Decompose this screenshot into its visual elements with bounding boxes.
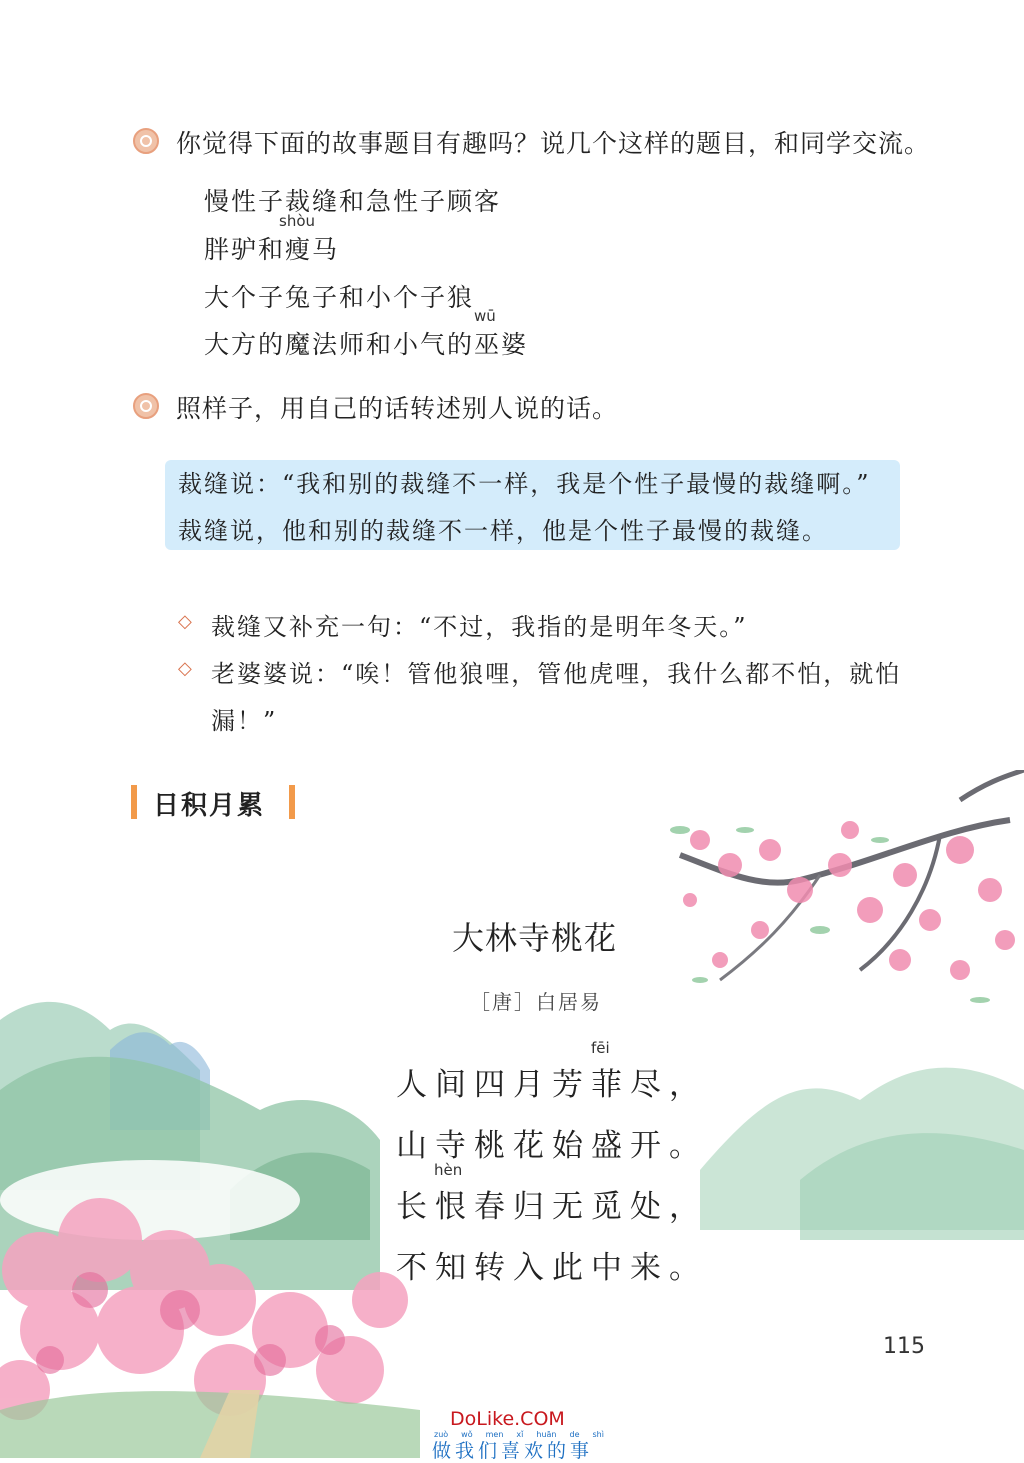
exercise-prompt-1: 你觉得下面的故事题目有趣吗？说几个这样的题目，和同学交流。 xyxy=(176,129,931,158)
practice-sentence-2-cont: 漏！” xyxy=(211,707,278,735)
example-line-1: 裁缝说：“我和别的裁缝不一样，我是个性子最慢的裁缝啊。” xyxy=(178,470,871,498)
practice-sentence-2: 老婆婆说：“唉！管他狼哩，管他虎哩，我什么都不怕，就怕 xyxy=(211,660,902,688)
exercise-bullet-icon xyxy=(133,128,159,154)
example-line-2: 裁缝说，他和别的裁缝不一样，他是个性子最慢的裁缝。 xyxy=(178,517,828,545)
watermark-logo: DoLike.COM xyxy=(450,1408,565,1430)
practice-sentence-1: 裁缝又补充一句：“不过，我指的是明年冬天。” xyxy=(211,613,748,641)
pinyin-annotation: shòu xyxy=(279,212,316,230)
watermark-pinyin: xǐ xyxy=(516,1430,524,1439)
exercise-bullet-icon xyxy=(133,393,159,419)
poem-line-3: 长恨春归无觅处， xyxy=(396,1189,708,1225)
poem-author: ［唐］白居易 xyxy=(470,990,602,1014)
story-title-1: 慢性子裁缝和急性子顾客 xyxy=(204,187,502,216)
diamond-bullet-icon: ◇ xyxy=(178,658,192,679)
story-title-4: 大方的魔法师和小气的巫婆 xyxy=(204,330,529,359)
poem-line-2: 山寺桃花始盛开。 xyxy=(396,1128,708,1164)
poem-title: 大林寺桃花 xyxy=(452,919,618,957)
watermark-pinyin: men xyxy=(485,1430,504,1439)
story-title-2: 胖驴和瘦马 xyxy=(204,235,340,264)
watermark-pinyin: wǒ xyxy=(461,1430,473,1439)
watermark-subtitle: 做我们喜欢的事 xyxy=(432,1440,594,1462)
watermark-pinyin: shì xyxy=(592,1430,604,1439)
watermark-pinyin: de xyxy=(569,1430,580,1439)
watermark-pinyin: huān xyxy=(536,1430,557,1439)
pinyin-annotation: fēi xyxy=(591,1039,610,1057)
peach-blossom-illustration xyxy=(0,770,1024,1458)
page-number: 115 xyxy=(883,1334,925,1359)
pinyin-annotation: hèn xyxy=(434,1161,463,1179)
diamond-bullet-icon: ◇ xyxy=(178,611,192,632)
poem-line-1: 人间四月芳菲尽， xyxy=(396,1067,708,1103)
pinyin-annotation: wū xyxy=(474,307,496,325)
watermark-pinyin: zuò xyxy=(434,1430,449,1439)
story-title-3: 大个子兔子和小个子狼 xyxy=(204,283,475,312)
poem-line-4: 不知转入此中来。 xyxy=(396,1250,708,1286)
section-title: 日积月累 xyxy=(153,791,266,821)
exercise-prompt-2: 照样子，用自己的话转述别人说的话。 xyxy=(176,394,619,423)
